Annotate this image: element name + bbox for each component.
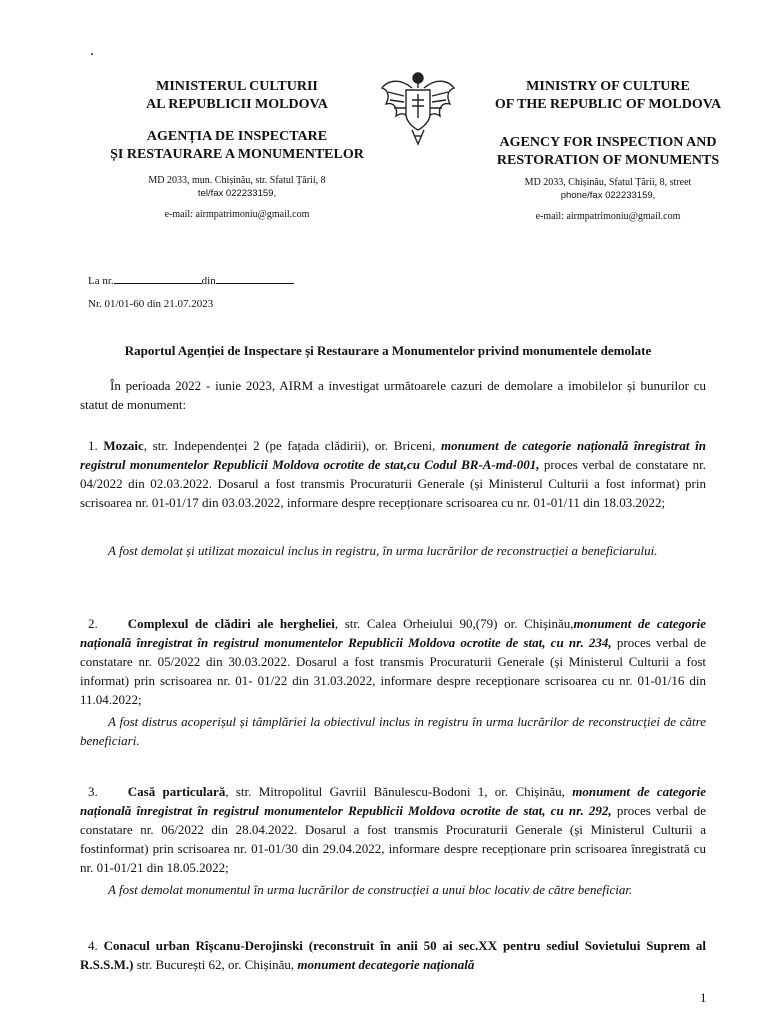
item-status: monument decategorie națională (297, 957, 475, 972)
item-name: Mozaic (103, 438, 144, 453)
item-number: 4. (88, 938, 98, 953)
email-en: e-mail: airmpatrimoniu@gmail.com (535, 211, 681, 222)
item-name: Conacul urban Rîșcanu-Derojinski (reconstruit în anii 50 ai sec.XX pentru sediul Sovietului Suprem al R.S.S.M.) (80, 938, 707, 972)
item-address: , str. Independenței 2 (pe fațada clădirii), or. Briceni, (143, 438, 441, 453)
item-name: Complexul de clădiri ale hergheliei (127, 616, 335, 631)
agency-name-ro-1: AGENȚIA DE INSPECTARE (146, 129, 328, 144)
reference-line (88, 273, 294, 287)
item-address: , str. Mitropolitul Gavriil Bănulescu-Bodoni 1, or. Chișinău, (225, 784, 573, 799)
ministry-name-ro-1: MINISTERUL CULTURII (156, 79, 318, 94)
item-status: monument de categorie națională înregistrat în registrul monumentelor Republicii Moldova ocrotite de stat, cu nr. 234, (80, 616, 706, 650)
list-item (80, 936, 706, 974)
email-ro: e-mail: airmpatrimoniu@gmail.com (164, 209, 310, 220)
din-blank (216, 273, 294, 284)
coat-of-arms-icon (378, 66, 458, 150)
agency-name-ro-2: ȘI RESTAURARE A MONUMENTELOR (110, 147, 364, 162)
report-intro: În perioada 2022 - iunie 2023, AIRM a investigat următoarele cazuri de demolare a imobilelor și bunurilor cu statut de monument: (80, 378, 706, 412)
item-status: monument de categorie națională înregistrat în registrul monumentelor Republicii Moldova ocrotite de stat,cu Codul BR-A-md-001, (80, 438, 706, 472)
header-right-en (468, 78, 748, 223)
item-details: proces verbal de constatare nr. 05/2022 din 30.03.2022. Dosarul a fost transmis Procuraturii Generale (și Ministerul Culturii a fost informat) prin scrisoarea nr. 01- 01/22 din 31.03.2022, informare despre recepționare scrisoarea cu nr. 01-01/16 din 11.04.2022; (80, 635, 706, 707)
item-details: proces verbal de constatare nr. 04/2022 din 02.03.2022. Dosarul a fost transmis Procuraturii Generale (și Ministerul Culturii a fost informat) prin scrisoarea nr. 01-01/17 din 03.03.2022, informare despre recepționare scrisoarea cu nr. 01-01/11 din 18.03.2022; (80, 457, 706, 510)
list-item (80, 782, 706, 877)
address-ro: MD 2033, mun. Chișinău, str. Sfatul Țării, 8 (148, 175, 326, 186)
la-nr-label: La nr. (88, 275, 114, 287)
item-address: , str. Calea Orheiului 90,(79) or. Chișinău, (334, 616, 574, 631)
address-en: MD 2033, Chișinău, Sfatul Țării, 8, street (524, 177, 692, 188)
page-number: 1 (700, 990, 707, 1005)
item-number: 3. (88, 784, 98, 799)
agency-name-en-1: AGENCY FOR INSPECTION AND (499, 135, 717, 150)
ministry-name-en-1: MINISTRY OF CULTURE (526, 79, 690, 94)
la-nr-blank (114, 273, 202, 284)
item-status: monument de categorie națională înregistrat în registrul monumentelor Republicii Moldova ocrotite de stat, cu nr. 292, (80, 784, 706, 818)
list-item (80, 614, 706, 709)
item-result: A fost demolat monumentul în urma lucrărilor de construcției a unui bloc locativ de către beneficiar. (108, 882, 633, 897)
item-details: proces verbal de constatare nr. 06/2022 din 28.04.2022. Dosarul a fost transmis Procuraturii Generale (și Ministerul Culturii a fostinformat) prin scrisoarea nr. 01-01/30 din 29.04.2022, informare despre recepționare prin scrisoarea înregistrată cu nr. 01-01/21 din 18.05.2022; (80, 803, 706, 875)
item-result: A fost demolat și utilizat mozaicul inclus in registru, în urma lucrărilor de reconstrucției a beneficiarului. (108, 543, 658, 558)
item-number: 2. (88, 616, 98, 631)
item-address: str. București 62, or. Chișinău, (133, 957, 298, 972)
list-item (80, 436, 706, 512)
agency-name-en-2: RESTORATION OF MONUMENTS (496, 153, 720, 168)
phone-ro: tel/fax 022233159, (197, 188, 277, 199)
header-left-ro (92, 78, 382, 221)
item-name: Casă particulară (127, 784, 226, 799)
item-result: A fost distrus acoperișul și tâmplăriei la obiectivul inclus in registru în urma lucrărilor de reconstrucției de către beneficiari. (80, 714, 706, 748)
document-number: Nr. 01/01-60 din 21.07.2023 (88, 298, 214, 310)
phone-en: phone/fax 022233159, (560, 190, 656, 201)
stray-dot: . (90, 42, 94, 59)
ministry-name-en-2: OF THE REPUBLIC OF MOLDOVA (494, 97, 722, 112)
ministry-name-ro-2: AL REPUBLICII MOLDOVA (146, 97, 328, 112)
din-label: din (201, 275, 216, 287)
item-number: 1. (88, 438, 98, 453)
report-title: Raportul Agenției de Inspectare și Restaurare a Monumentelor privind monumentele demolate (124, 343, 652, 358)
